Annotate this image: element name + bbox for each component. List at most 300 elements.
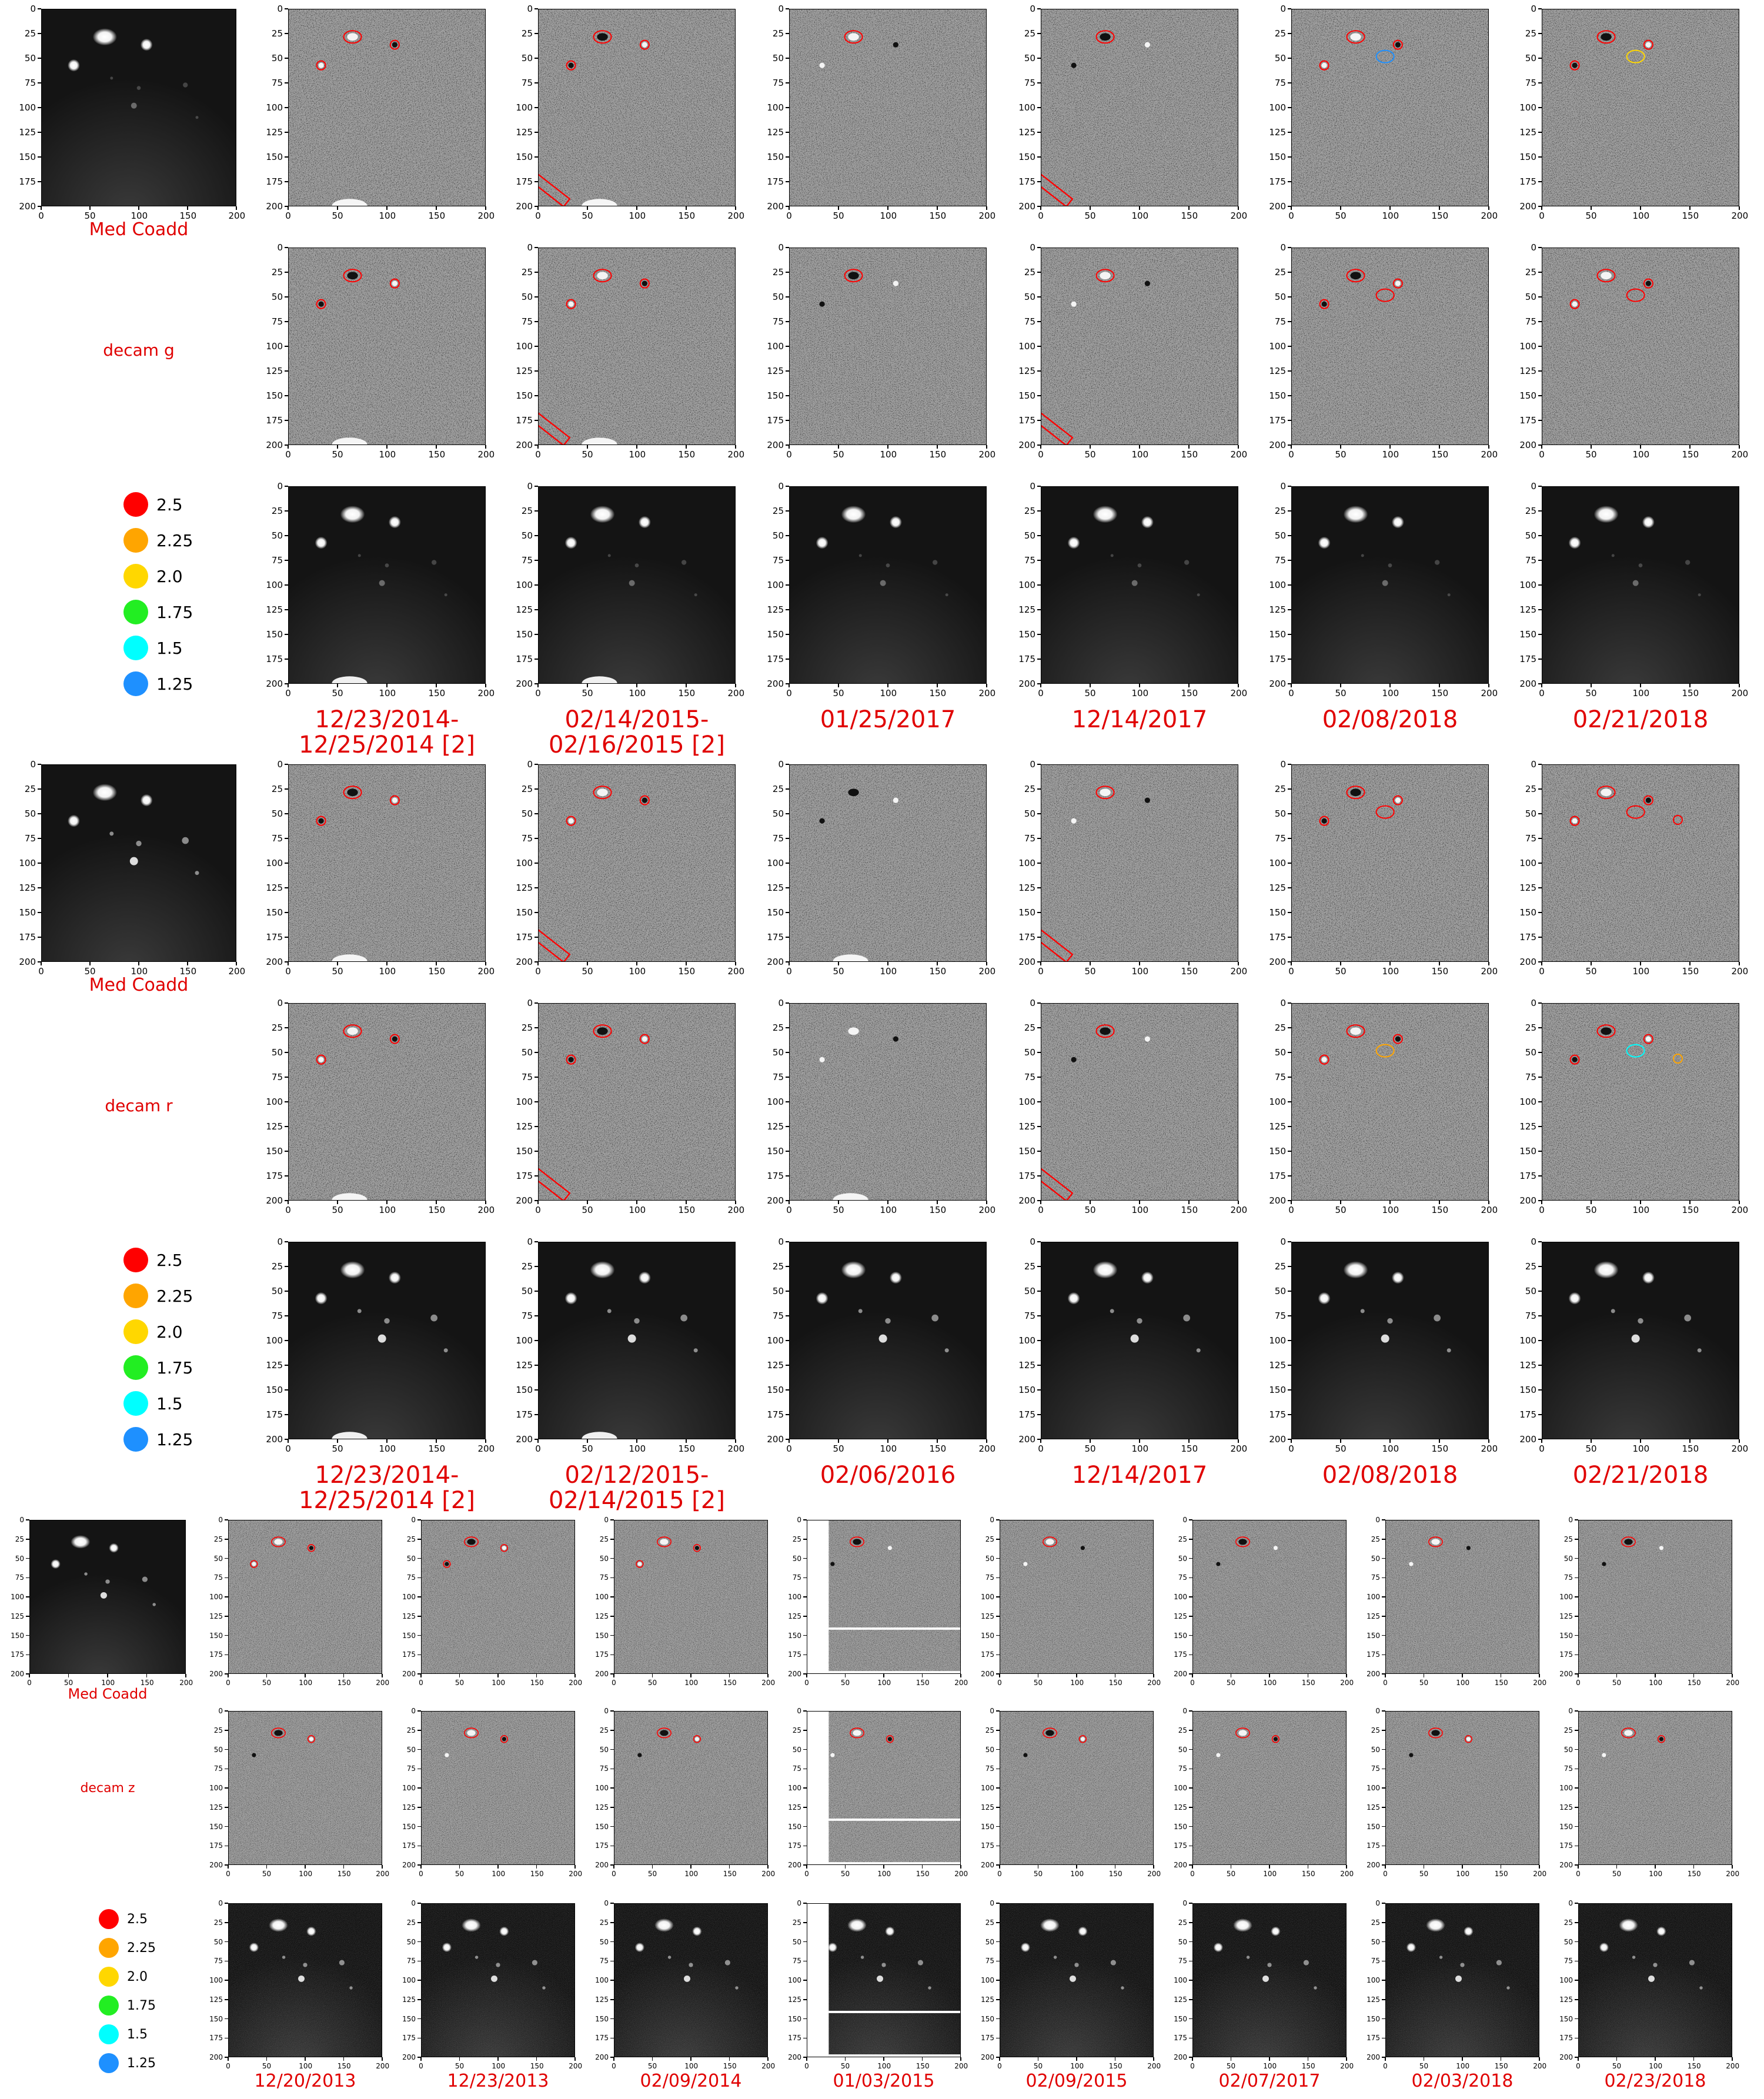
y-tick-mark	[786, 560, 789, 561]
x-tick-mark	[382, 1674, 383, 1677]
y-tick-label: 0	[30, 3, 36, 14]
y-tick-mark	[610, 1710, 614, 1712]
x-tick-label: 50	[1419, 1679, 1429, 1687]
y-tick-mark	[225, 1922, 228, 1923]
y-tick-label: 50	[1525, 1285, 1536, 1296]
x-tick-mark	[41, 962, 42, 965]
image-frame	[1041, 1003, 1238, 1201]
x-tick-mark	[986, 1201, 987, 1204]
y-tick-label: 100	[516, 102, 533, 113]
y-tick-label: 125	[11, 1612, 24, 1620]
y-tick-mark	[996, 1903, 1000, 1904]
y-tick-label: 50	[1024, 291, 1035, 302]
y-tick-mark	[1037, 107, 1041, 108]
y-tick-label: 0	[1531, 758, 1536, 770]
y-tick-label: 150	[788, 1631, 801, 1640]
y-tick-label: 175	[1269, 1170, 1286, 1181]
x-tick-mark	[690, 1674, 691, 1677]
y-tick-mark	[1538, 560, 1542, 561]
residual-blob	[853, 1539, 861, 1545]
x-tick-label: 150	[678, 449, 696, 460]
y-tick-label: 100	[1519, 1335, 1536, 1346]
legend-label: 2.25	[156, 1286, 193, 1306]
y-tick-label: 25	[521, 1022, 533, 1033]
image-frame	[614, 1903, 768, 2057]
legend-item	[123, 1355, 193, 1380]
y-tick-mark	[1575, 1519, 1578, 1520]
y-tick-mark	[417, 1999, 421, 2000]
science-image	[1579, 1904, 1732, 2057]
y-tick-mark	[534, 1151, 538, 1152]
image-frame	[1291, 1242, 1489, 1439]
legend-marker-4	[99, 1996, 119, 2016]
y-tick-label: 0	[1568, 1516, 1573, 1524]
y-tick-label: 50	[985, 1745, 994, 1754]
y-tick-mark	[610, 1846, 614, 1847]
date-label: 12/14/2017	[1071, 1462, 1208, 1489]
x-tick-mark	[735, 206, 736, 210]
y-tick-label: 125	[981, 1803, 994, 1811]
x-tick-label: 0	[612, 1870, 616, 1878]
y-tick-label: 25	[985, 1726, 994, 1734]
residual-blob	[319, 302, 324, 307]
y-tick-label: 200	[788, 1670, 801, 1678]
y-tick-mark	[534, 1389, 538, 1391]
x-tick-label: 100	[684, 2062, 699, 2070]
bright-source	[462, 1918, 481, 1932]
image-panel	[595, 1707, 776, 1878]
x-tick-label: 200	[727, 1205, 745, 1215]
x-tick-label: 100	[299, 2062, 313, 2070]
date-label: 02/14/2015- 02/16/2015 [2]	[549, 706, 725, 759]
faint-source	[1439, 1956, 1442, 1958]
difference-image	[1041, 248, 1238, 444]
y-tick-mark	[1037, 1027, 1041, 1028]
x-tick-mark	[1693, 1674, 1695, 1677]
x-tick-mark	[1640, 206, 1641, 210]
x-tick-mark	[497, 1674, 499, 1677]
y-tick-label: 0	[1531, 997, 1536, 1008]
y-tick-mark	[786, 535, 789, 536]
y-tick-mark	[417, 1846, 421, 1847]
y-tick-label: 100	[1269, 340, 1286, 352]
x-tick-label: 50	[1419, 2062, 1429, 2070]
noise-dark-speckle	[1292, 9, 1488, 206]
sky-background	[289, 1242, 485, 1439]
x-tick-label: 0	[226, 2062, 230, 2070]
y-tick-mark	[1288, 321, 1291, 322]
image-frame	[1041, 9, 1238, 206]
residual-blob	[820, 1057, 825, 1062]
y-tick-label: 100	[1269, 1096, 1286, 1107]
bright-source	[1078, 1927, 1087, 1936]
date-label: 02/08/2018	[1322, 706, 1458, 733]
y-tick-mark	[610, 2038, 614, 2039]
bright-source	[315, 537, 328, 549]
y-tick-mark	[786, 887, 789, 888]
x-tick-mark	[806, 1865, 807, 1869]
noise-dark-speckle	[790, 765, 986, 961]
y-tick-label: 75	[599, 1573, 609, 1582]
y-tick-label: 75	[1274, 316, 1286, 327]
residual-blob	[1100, 272, 1110, 279]
x-tick-label: 200	[1230, 210, 1248, 221]
x-tick-label: 200	[1230, 688, 1248, 698]
bright-source	[635, 1943, 644, 1952]
noise-dark-speckle	[1579, 1712, 1732, 1864]
y-tick-label: 50	[1274, 1285, 1286, 1296]
x-tick-label: 150	[1108, 1679, 1122, 1687]
x-tick-label: 200	[1726, 1870, 1740, 1878]
y-tick-label: 75	[271, 77, 283, 88]
x-tick-label: 200	[727, 210, 745, 221]
faint-source	[282, 1956, 285, 1958]
y-tick-label: 150	[767, 1384, 784, 1395]
y-tick-label: 100	[266, 102, 283, 113]
y-tick-mark	[803, 1519, 807, 1520]
y-tick-mark	[225, 1999, 228, 2000]
y-tick-label: 125	[1559, 1995, 1573, 2004]
x-tick-label: 50	[1084, 1205, 1096, 1215]
science-image	[1542, 1242, 1739, 1439]
x-tick-mark	[922, 1674, 923, 1677]
x-tick-label: 50	[332, 210, 343, 221]
image-frame	[614, 1520, 768, 1674]
x-tick-label: 150	[428, 1443, 446, 1454]
x-tick-mark	[887, 962, 888, 965]
y-tick-mark	[26, 1519, 29, 1520]
y-tick-label: 150	[595, 2014, 609, 2023]
y-tick-mark	[1288, 1315, 1291, 1316]
y-tick-mark	[786, 1002, 789, 1004]
x-tick-mark	[1269, 2057, 1270, 2061]
x-tick-mark	[1689, 445, 1690, 449]
residual-blob	[642, 1037, 647, 1042]
y-tick-label: 200	[767, 956, 784, 967]
y-tick-mark	[1575, 1846, 1578, 1847]
x-tick-label: 0	[226, 1870, 230, 1878]
y-tick-mark	[1037, 584, 1041, 586]
x-tick-label: 100	[1382, 966, 1399, 977]
y-tick-label: 100	[981, 1976, 994, 1984]
x-tick-mark	[1346, 1674, 1347, 1677]
faint-source	[430, 1315, 437, 1322]
y-tick-label: 150	[266, 151, 283, 162]
bright-source	[1093, 506, 1118, 523]
x-tick-label: 200	[954, 2062, 968, 2070]
x-tick-label: 100	[629, 966, 646, 977]
noise-dark-speckle	[1542, 765, 1739, 961]
y-tick-mark	[417, 1807, 421, 1808]
y-tick-label: 150	[209, 1822, 223, 1831]
y-tick-mark	[1189, 1826, 1192, 1827]
difference-image	[289, 1004, 485, 1200]
x-tick-label: 200	[1731, 1443, 1749, 1454]
y-tick-mark	[786, 863, 789, 864]
image-frame	[538, 764, 736, 962]
x-tick-label: 150	[1181, 449, 1198, 460]
faint-source	[918, 1960, 923, 1966]
y-tick-label: 200	[1018, 439, 1035, 450]
x-tick-mark	[1616, 2057, 1618, 2061]
residual-blob	[347, 788, 358, 796]
x-tick-label: 150	[530, 1679, 544, 1687]
x-tick-label: 0	[1383, 2062, 1388, 2070]
faint-source	[933, 560, 937, 564]
y-tick-mark	[786, 8, 789, 9]
image-panel	[1018, 3, 1248, 221]
legend-label: 1.25	[156, 674, 193, 694]
x-tick-mark	[937, 445, 938, 449]
y-tick-mark	[1538, 1052, 1542, 1053]
x-tick-label: 50	[84, 966, 96, 977]
y-tick-mark	[285, 1077, 288, 1078]
faint-source	[1070, 1976, 1076, 1982]
y-tick-mark	[1382, 1558, 1385, 1559]
residual-blob	[1081, 1546, 1085, 1550]
faint-source	[303, 1963, 307, 1967]
bright-source	[1271, 1927, 1280, 1936]
x-tick-mark	[1090, 1439, 1091, 1443]
x-tick-mark	[1439, 962, 1440, 965]
y-tick-mark	[1382, 1769, 1385, 1770]
legend-item	[123, 636, 183, 660]
y-tick-label: 175	[1367, 2034, 1380, 2043]
y-tick-mark	[534, 1126, 538, 1127]
bright-source	[499, 1927, 509, 1936]
y-tick-label: 200	[1519, 1195, 1536, 1206]
image-panel	[1174, 1707, 1354, 1878]
x-tick-label: 150	[428, 1205, 446, 1215]
faint-source	[1496, 1960, 1502, 1966]
noise-dark-speckle	[1292, 1004, 1488, 1200]
x-tick-mark	[343, 1865, 345, 1869]
y-tick-label: 75	[406, 1957, 416, 1966]
faint-source	[1314, 1986, 1317, 1989]
y-tick-mark	[38, 937, 41, 938]
x-tick-mark	[1139, 962, 1140, 965]
y-tick-mark	[225, 1519, 228, 1520]
y-tick-label: 150	[516, 907, 533, 918]
y-tick-mark	[417, 1903, 421, 1904]
y-tick-label: 100	[266, 579, 283, 590]
x-tick-mark	[587, 962, 588, 965]
y-tick-mark	[786, 58, 789, 59]
y-tick-mark	[786, 1052, 789, 1053]
faint-source	[84, 1572, 88, 1575]
y-tick-mark	[1037, 58, 1041, 59]
x-tick-label: 100	[299, 1870, 313, 1878]
y-tick-mark	[786, 1365, 789, 1366]
bright-source	[590, 506, 615, 523]
y-tick-label: 175	[1269, 931, 1286, 942]
x-tick-mark	[1640, 445, 1641, 449]
noise-dark-speckle	[1041, 1004, 1238, 1200]
y-tick-mark	[786, 1389, 789, 1391]
y-tick-label: 25	[1178, 1726, 1187, 1734]
x-tick-label: 50	[1335, 1443, 1347, 1454]
residual-blob	[1145, 1037, 1150, 1042]
y-tick-mark	[1538, 510, 1542, 512]
y-tick-mark	[1538, 395, 1542, 396]
y-tick-mark	[1538, 1101, 1542, 1102]
y-tick-mark	[1538, 486, 1542, 487]
y-tick-mark	[534, 370, 538, 372]
difference-image	[1579, 1712, 1732, 1864]
y-tick-label: 175	[266, 415, 283, 426]
x-tick-label: 200	[978, 688, 996, 698]
y-tick-mark	[610, 1749, 614, 1750]
y-tick-mark	[1538, 247, 1542, 248]
y-tick-label: 150	[402, 1631, 416, 1640]
difference-image	[1292, 9, 1488, 206]
x-tick-label: 50	[1585, 966, 1597, 977]
y-tick-mark	[610, 1922, 614, 1923]
x-tick-mark	[1640, 1201, 1641, 1204]
y-tick-label: 0	[411, 1707, 416, 1715]
masked-region	[807, 1520, 828, 1673]
x-tick-label: 0	[1288, 688, 1294, 698]
y-tick-mark	[1189, 1730, 1192, 1731]
x-tick-mark	[1115, 2057, 1116, 2061]
y-tick-mark	[285, 535, 288, 536]
x-tick-mark	[1115, 1865, 1116, 1869]
x-tick-mark	[1038, 2057, 1039, 2061]
y-tick-label: 200	[266, 1433, 283, 1445]
bright-source	[654, 1918, 674, 1932]
x-tick-mark	[436, 684, 437, 687]
x-tick-mark	[806, 1674, 807, 1677]
x-tick-mark	[386, 206, 387, 210]
x-tick-mark	[887, 684, 888, 687]
y-tick-label: 25	[1024, 1261, 1035, 1272]
x-tick-mark	[537, 1201, 539, 1204]
y-tick-label: 200	[516, 439, 533, 450]
x-tick-mark	[1038, 1865, 1039, 1869]
y-tick-mark	[1382, 1635, 1385, 1636]
y-tick-mark	[1037, 609, 1041, 610]
y-tick-label: 75	[1525, 77, 1536, 88]
noise-dark-speckle	[539, 9, 735, 206]
x-tick-label: 200	[1731, 210, 1749, 221]
x-tick-label: 100	[1382, 449, 1399, 460]
y-tick-label: 125	[1018, 126, 1035, 138]
image-panel	[788, 1707, 968, 1878]
legend-marker-5	[123, 636, 148, 660]
x-tick-label: 50	[1335, 1205, 1347, 1215]
image-frame	[1542, 486, 1739, 684]
y-tick-mark	[1382, 2018, 1385, 2020]
y-tick-label: 0	[604, 1516, 609, 1524]
science-image	[539, 487, 735, 683]
y-tick-mark	[1037, 659, 1041, 660]
x-tick-label: 50	[1419, 1870, 1429, 1878]
y-tick-label: 0	[1568, 1899, 1573, 1907]
x-tick-mark	[1488, 684, 1489, 687]
y-tick-mark	[534, 395, 538, 396]
y-tick-mark	[534, 486, 538, 487]
noise-dark-speckle	[807, 1520, 960, 1673]
x-tick-label: 150	[916, 1679, 930, 1687]
x-tick-label: 50	[1084, 1443, 1096, 1454]
y-tick-mark	[1037, 838, 1041, 839]
sky-background	[1292, 1242, 1488, 1439]
y-tick-mark	[1288, 1101, 1291, 1102]
y-tick-label: 50	[599, 1745, 609, 1754]
y-tick-label: 50	[521, 530, 533, 541]
y-tick-mark	[1189, 1787, 1192, 1789]
image-frame	[1291, 9, 1489, 206]
y-tick-label: 0	[1280, 997, 1286, 1008]
x-tick-label: 150	[337, 2062, 351, 2070]
residual-blob	[597, 272, 607, 279]
x-tick-mark	[767, 1865, 769, 1869]
x-tick-mark	[41, 206, 42, 210]
x-tick-mark	[613, 1865, 614, 1869]
y-tick-mark	[285, 659, 288, 660]
y-tick-label: 75	[1024, 554, 1035, 566]
image-panel	[1559, 1516, 1740, 1687]
x-tick-label: 0	[612, 2062, 616, 2070]
y-tick-mark	[38, 838, 41, 839]
legend-marker-2	[99, 1938, 119, 1958]
y-tick-label: 100	[1269, 102, 1286, 113]
y-tick-label: 50	[521, 52, 533, 63]
image-frame	[1041, 486, 1238, 684]
y-tick-mark	[1037, 1389, 1041, 1391]
x-tick-mark	[1732, 2057, 1733, 2061]
y-tick-label: 50	[792, 1745, 801, 1754]
x-tick-label: 50	[833, 966, 844, 977]
y-tick-label: 175	[1559, 1650, 1573, 1659]
y-tick-mark	[534, 1027, 538, 1028]
x-tick-label: 100	[880, 1205, 897, 1215]
x-tick-mark	[1739, 206, 1740, 210]
faint-source	[1110, 1309, 1114, 1313]
x-tick-mark	[613, 1674, 614, 1677]
y-tick-mark	[1575, 1710, 1578, 1712]
faint-source	[475, 1956, 478, 1958]
x-tick-label: 150	[723, 2062, 737, 2070]
legend-label: 2.5	[127, 1911, 148, 1927]
x-tick-mark	[1501, 1674, 1502, 1677]
x-tick-label: 100	[1131, 966, 1149, 977]
y-tick-mark	[1575, 1596, 1578, 1597]
faint-source	[1632, 1956, 1635, 1958]
x-tick-label: 100	[492, 2062, 506, 2070]
x-tick-label: 200	[376, 1870, 390, 1878]
x-tick-mark	[838, 445, 839, 449]
sky-noise	[1193, 1904, 1346, 2057]
y-tick-label: 25	[1024, 505, 1035, 516]
science-image	[1041, 1242, 1238, 1439]
y-tick-label: 75	[772, 77, 784, 88]
x-tick-label: 0	[1383, 1870, 1388, 1878]
y-tick-mark	[534, 8, 538, 9]
faint-source	[131, 103, 137, 109]
y-tick-label: 200	[516, 200, 533, 212]
x-tick-mark	[574, 1674, 576, 1677]
x-tick-label: 150	[929, 966, 947, 977]
x-tick-label: 100	[877, 1679, 891, 1687]
residual-blob	[1216, 1562, 1220, 1566]
y-tick-mark	[534, 1002, 538, 1004]
x-tick-mark	[986, 962, 987, 965]
legend-marker-3	[123, 564, 148, 589]
y-tick-label: 150	[1018, 151, 1035, 162]
faint-source	[1111, 1960, 1116, 1966]
y-tick-mark	[1189, 2018, 1192, 2020]
